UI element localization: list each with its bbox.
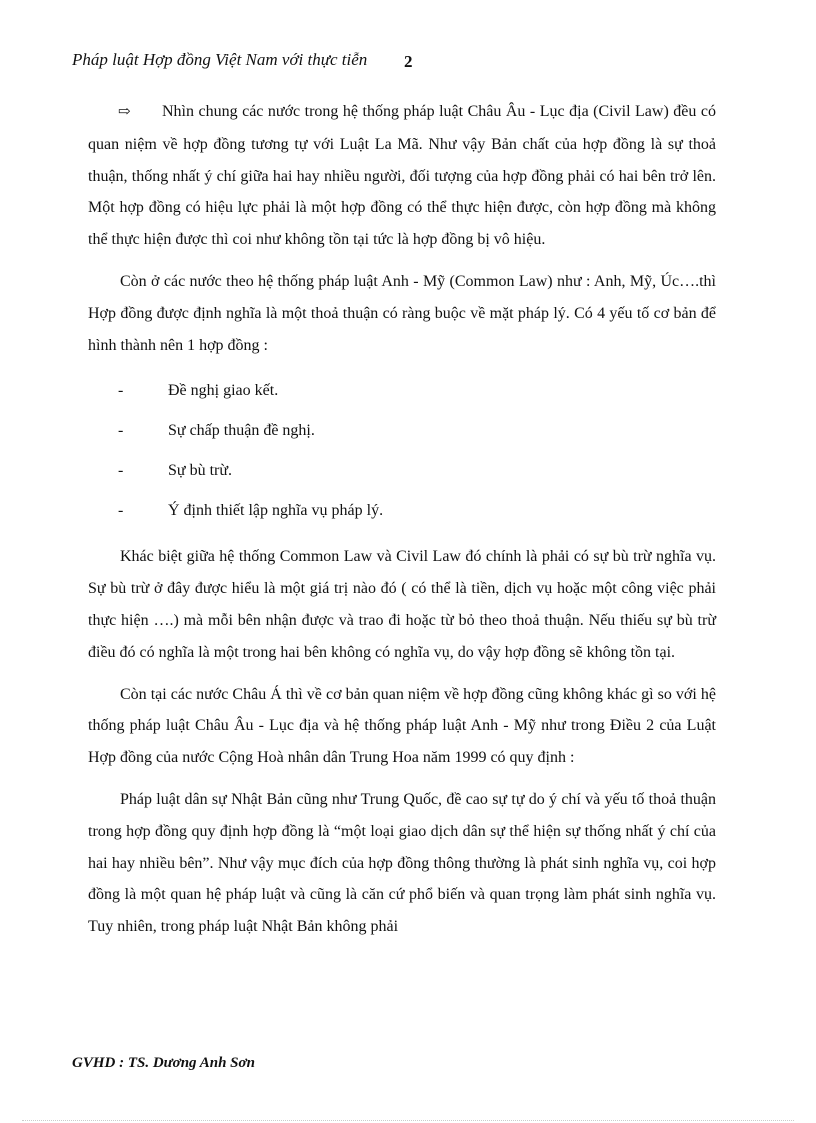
dash-bullet: - (118, 502, 124, 520)
list-item (88, 491, 716, 531)
paragraph-5: Pháp luật dân sự Nhật Bản cũng như Trung Quốc, đề cao sự tự do ý chí và yếu tố thoả thuận trong hợp đồng quy định hợp đồng là “một loại giao dịch dân sự thể hiện sự thống nhất ý chí của hai hay nhiều bên”. Như vậy mục đích của hợp đồng thông thường là phát sinh nghĩa vụ, coi hợp đồng là một quan hệ pháp luật và cũng là căn cứ phổ biến và quan trọng làm phát sinh nghĩa vụ. Tuy nhiên, trong pháp luật Nhật Bản không phải (88, 790, 716, 936)
paragraph-2: Còn ở các nước theo hệ thống pháp luật Anh - Mỹ (Common Law) như : Anh, Mỹ, Úc….thì Hợp đồng được định nghĩa là một thoả thuận có ràng buộc về mặt pháp lý. Có 4 yếu tố cơ bản để hình thành nên 1 hợp đồng : (88, 272, 716, 354)
document-body (88, 96, 716, 953)
list-item-text: Sự bù trừ. (168, 462, 233, 480)
dash-bullet: - (118, 462, 124, 480)
list-item-text: Sự chấp thuận đề nghị. (168, 422, 315, 440)
dash-bullet: - (118, 382, 124, 400)
paragraph-1 (88, 96, 716, 256)
element-list (88, 371, 716, 531)
list-item (88, 371, 716, 411)
page-bottom-divider (22, 1120, 794, 1121)
list-item (88, 451, 716, 491)
page-header-title: Pháp luật Hợp đồng Việt Nam với thực tiễn (72, 50, 368, 69)
dash-bullet: - (118, 422, 124, 440)
paragraph-1-text: Nhìn chung các nước trong hệ thống pháp luật Châu Âu - Lục địa (Civil Law) đều có quan niệm về hợp đồng tương tự với Luật La Mã. Như vậy Bản chất của hợp đồng là sự thoả thuận, thống nhất ý chí giữa hai hay nhiều người, đối tượng của hợp đồng phải có hai bên trở lên. Một hợp đồng có hiệu lực phải là một hợp đồng có thể thực hiện được, còn hợp đồng mà không thể thực hiện được thì coi như không tồn tại tức là hợp đồng bị vô hiệu. (88, 103, 716, 249)
paragraph-4: Còn tại các nước Châu Á thì về cơ bản quan niệm về hợp đồng cũng không khác gì so với hệ thống pháp luật Châu Âu - Lục địa và hệ thống pháp luật Anh - Mỹ như trong Điều 2 của Luật Hợp đồng của nước Cộng Hoà nhân dân Trung Hoa năm 1999 có quy định : (88, 685, 716, 767)
arrow-bullet-icon: ⇨ (118, 104, 131, 120)
list-item (88, 411, 716, 451)
paragraph-3: Khác biệt giữa hệ thống Common Law và Civil Law đó chính là phải có sự bù trừ nghĩa vụ. Sự bù trừ ở đây được hiểu là một giá trị nào đó ( có thể là tiền, dịch vụ hoặc một công việc phải thực hiện ….) mà mỗi bên nhận được và trao đi hoặc từ bỏ theo thoả thuận. Nếu thiếu sự bù trừ điều đó có nghĩa là một trong hai bên không có nghĩa vụ, do vậy hợp đồng sẽ không tồn tại. (88, 548, 716, 661)
list-item-text: Đề nghị giao kết. (168, 382, 279, 400)
page-number: 2 (404, 52, 413, 71)
list-item-text: Ý định thiết lập nghĩa vụ pháp lý. (168, 502, 384, 520)
page-footer: GVHD : TS. Dương Anh Sơn (72, 1055, 255, 1071)
